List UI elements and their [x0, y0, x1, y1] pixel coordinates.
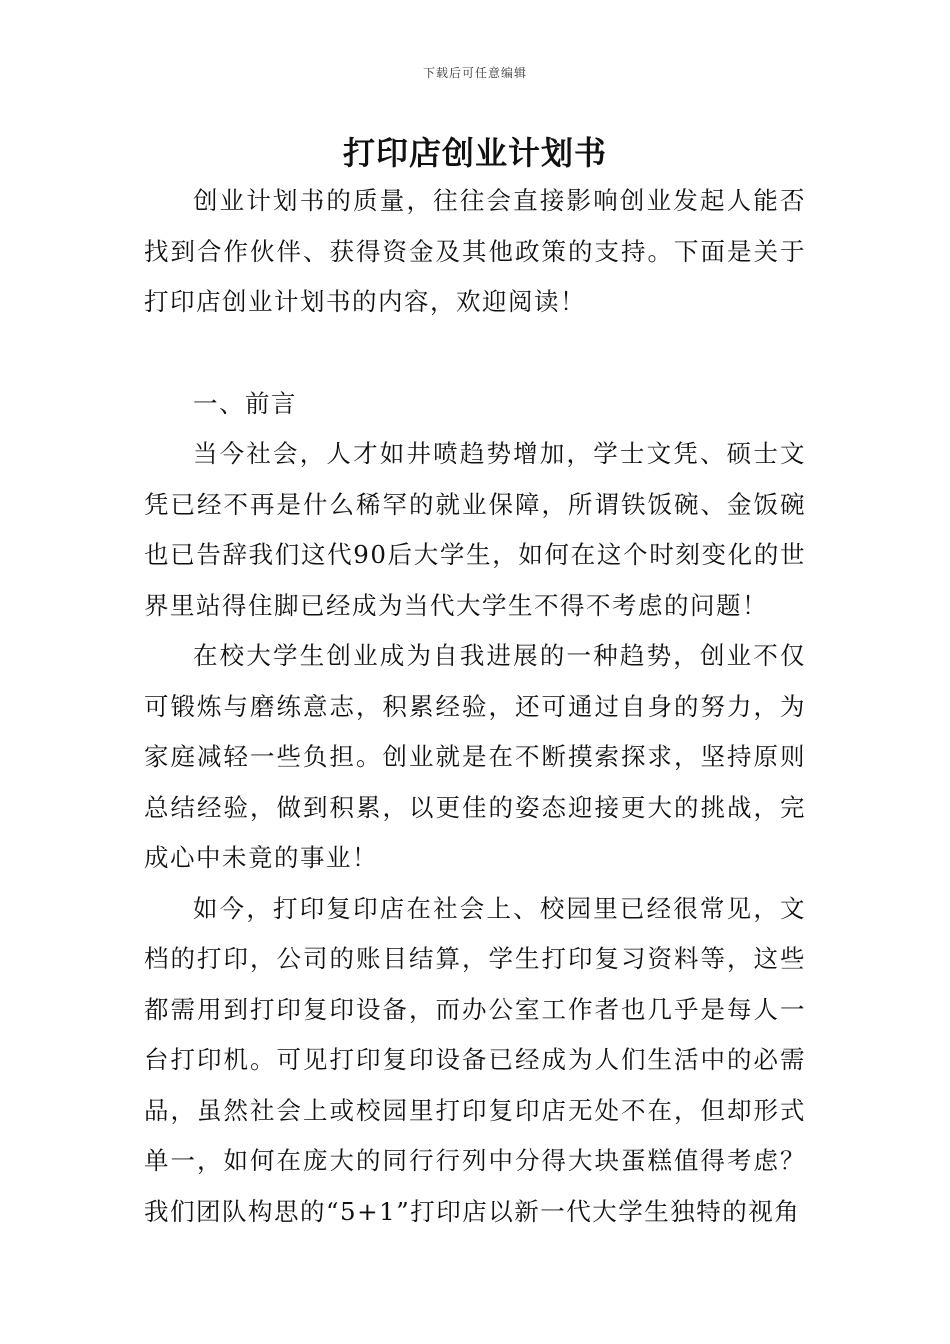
intro-paragraph: 创业计划书的质量，往往会直接影响创业发起人能否找到合作伙伴、获得资金及其他政策的支持。下面是关于打印店创业计划书的内容，欢迎阅读！ — [144, 186, 806, 316]
document-body — [144, 176, 806, 1237]
blank-line — [144, 328, 806, 379]
page-header-note: 下载后可任意编辑 — [422, 66, 527, 80]
body-paragraph: 在校大学生创业成为自我进展的一种趋势，创业不仅可锻炼与磨练意志，积累经验，还可通过自身的努力，为家庭减轻一些负担。创业就是在不断摸索探求，坚持原则总结经验，做到积累，以更佳的姿态迎接更大的挑战，完成心中未竟的事业！ — [144, 641, 806, 872]
body-paragraph: 如今，打印复印店在社会上、校园里已经很常见，文档的打印，公司的账目结算，学生打印复习资料等，这些都需用到打印复印设备，而办公室工作者也几乎是每人一台打印机。可见打印复印设备已经成为人们生活中的必需品，虽然社会上或校园里打印复印店无处不在，但却形式单一，如何在庞大的同行行列中分得大块蛋糕值得考虑？我们团队构思的“5+1”打印店以新一代大学生独特的视角 — [144, 893, 806, 1226]
section-heading: 一、前言 — [193, 388, 297, 418]
body-paragraph: 当今社会，人才如井喷趋势增加，学士文凭、硕士文凭已经不再是什么稀罕的就业保障，所谓铁饭碗、金饭碗也已告辞我们这代90后大学生，如何在这个时刻变化的世界里站得住脚已经成为当代大学生不得不考虑的问题！ — [144, 439, 806, 620]
document-title: 打印店创业计划书 — [342, 134, 607, 172]
